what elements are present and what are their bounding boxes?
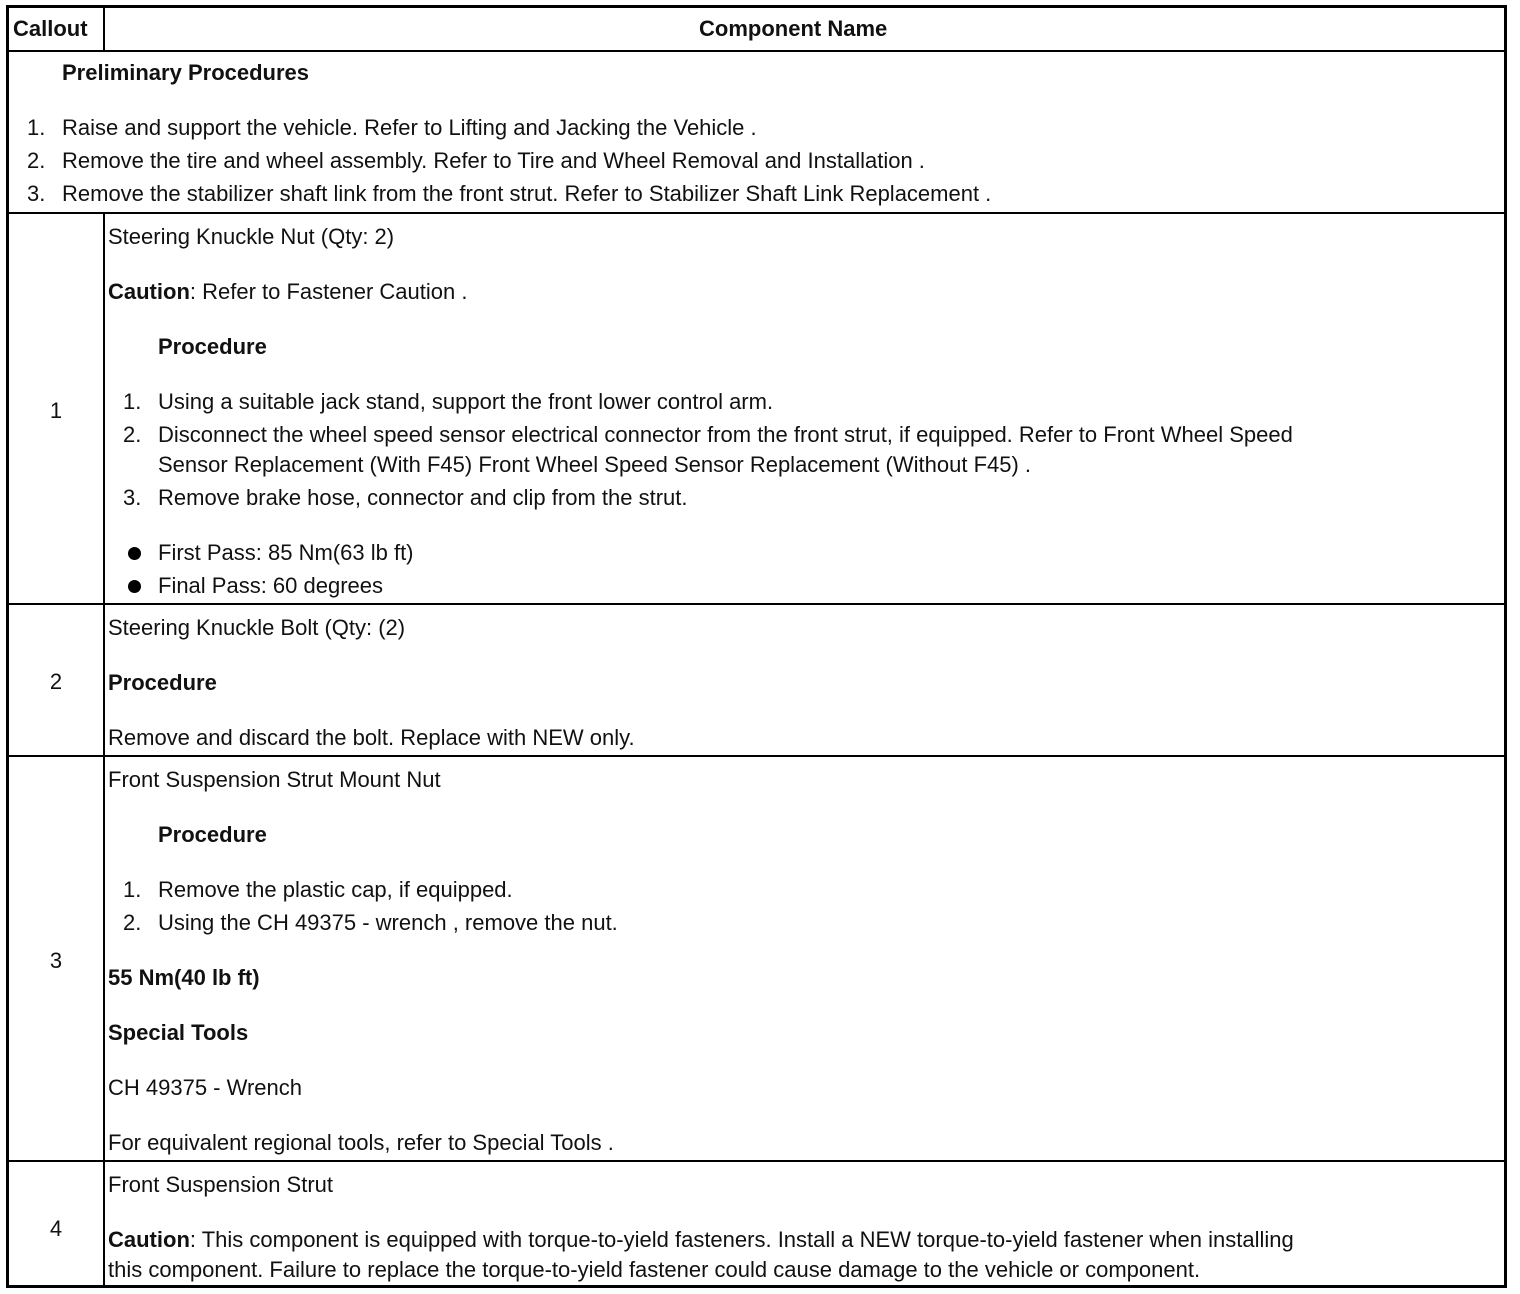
preliminary-step-number: 2.	[27, 148, 46, 173]
table-header	[9, 8, 1504, 52]
callout-number: 2	[49, 669, 63, 694]
torque-spec: 55 Nm(40 lb ft)	[108, 965, 260, 990]
table-row	[9, 214, 1504, 605]
step-number: 1.	[123, 877, 142, 902]
preliminary-step-number: 3.	[27, 181, 46, 206]
step-text: Disconnect the wheel speed sensor electrical connector from the front strut, if equipped. Refer to Front Wheel Speed	[158, 422, 1293, 447]
table-row	[9, 757, 1504, 1162]
component-name: Steering Knuckle Nut (Qty: 2)	[108, 224, 395, 249]
bullet-icon	[128, 547, 141, 560]
component-name: Steering Knuckle Bolt (Qty: (2)	[108, 615, 406, 640]
column-divider	[103, 214, 105, 603]
procedure-label: Procedure	[108, 670, 217, 695]
column-divider	[103, 605, 105, 755]
component-table	[6, 5, 1507, 1288]
component-name: Front Suspension Strut	[108, 1172, 334, 1197]
caution-label: Caution	[108, 1227, 190, 1252]
table-row	[9, 1162, 1504, 1285]
column-divider	[103, 757, 105, 1160]
step-text: Remove brake hose, connector and clip from the strut.	[158, 485, 688, 510]
caution-text-continued: this component. Failure to replace the torque-to-yield fastener could cause damage to the vehicle or component.	[108, 1257, 1201, 1282]
special-tools-label: Special Tools	[108, 1020, 249, 1045]
step-text: Using a suitable jack stand, support the front lower control arm.	[158, 389, 774, 414]
callout-number: 3	[49, 948, 63, 973]
table-row	[9, 605, 1504, 757]
column-divider	[103, 8, 105, 50]
caution-label: Caution	[108, 279, 190, 304]
step-number: 3.	[123, 485, 142, 510]
step-text: Using the CH 49375 - wrench , remove the nut.	[158, 910, 618, 935]
special-tool: CH 49375 - Wrench	[108, 1075, 303, 1100]
preliminary-title: Preliminary Procedures	[62, 60, 310, 85]
step-text: Remove the plastic cap, if equipped.	[158, 877, 513, 902]
step-number: 1.	[123, 389, 142, 414]
column-divider	[103, 1162, 105, 1285]
preliminary-step-text: Raise and support the vehicle. Refer to Lifting and Jacking the Vehicle .	[62, 115, 757, 140]
caution-line	[108, 1227, 1294, 1253]
procedure-text: Remove and discard the bolt. Replace with NEW only.	[108, 725, 635, 750]
procedure-label: Procedure	[158, 334, 267, 359]
callout-number: 1	[49, 398, 63, 423]
step-number: 2.	[123, 910, 142, 935]
procedure-label: Procedure	[158, 822, 267, 847]
step-text-continued: Sensor Replacement (With F45) Front Wheel Speed Sensor Replacement (Without F45) .	[158, 452, 1032, 477]
step-number: 2.	[123, 422, 142, 447]
bullet-icon	[128, 580, 141, 593]
component-name: Front Suspension Strut Mount Nut	[108, 767, 441, 792]
header-component-name: Component Name	[699, 16, 888, 41]
caution-text: : This component is equipped with torque-to-yield fasteners. Install a NEW torque-to-yield fastener when installing	[189, 1227, 1294, 1252]
callout-number: 4	[49, 1216, 63, 1241]
preliminary-step-number: 1.	[27, 115, 46, 140]
tools-note: For equivalent regional tools, refer to Special Tools .	[108, 1130, 614, 1155]
preliminary-step-text: Remove the stabilizer shaft link from the front strut. Refer to Stabilizer Shaft Link Replacement .	[62, 181, 992, 206]
bullet-text: Final Pass: 60 degrees	[158, 573, 384, 598]
caution-line	[108, 279, 467, 305]
caution-text: : Refer to Fastener Caution .	[189, 279, 468, 304]
preliminary-procedures-row	[9, 52, 1504, 214]
header-callout: Callout	[13, 16, 88, 41]
preliminary-step-text: Remove the tire and wheel assembly. Refer to Tire and Wheel Removal and Installation .	[62, 148, 925, 173]
bullet-text: First Pass: 85 Nm(63 lb ft)	[158, 540, 414, 565]
